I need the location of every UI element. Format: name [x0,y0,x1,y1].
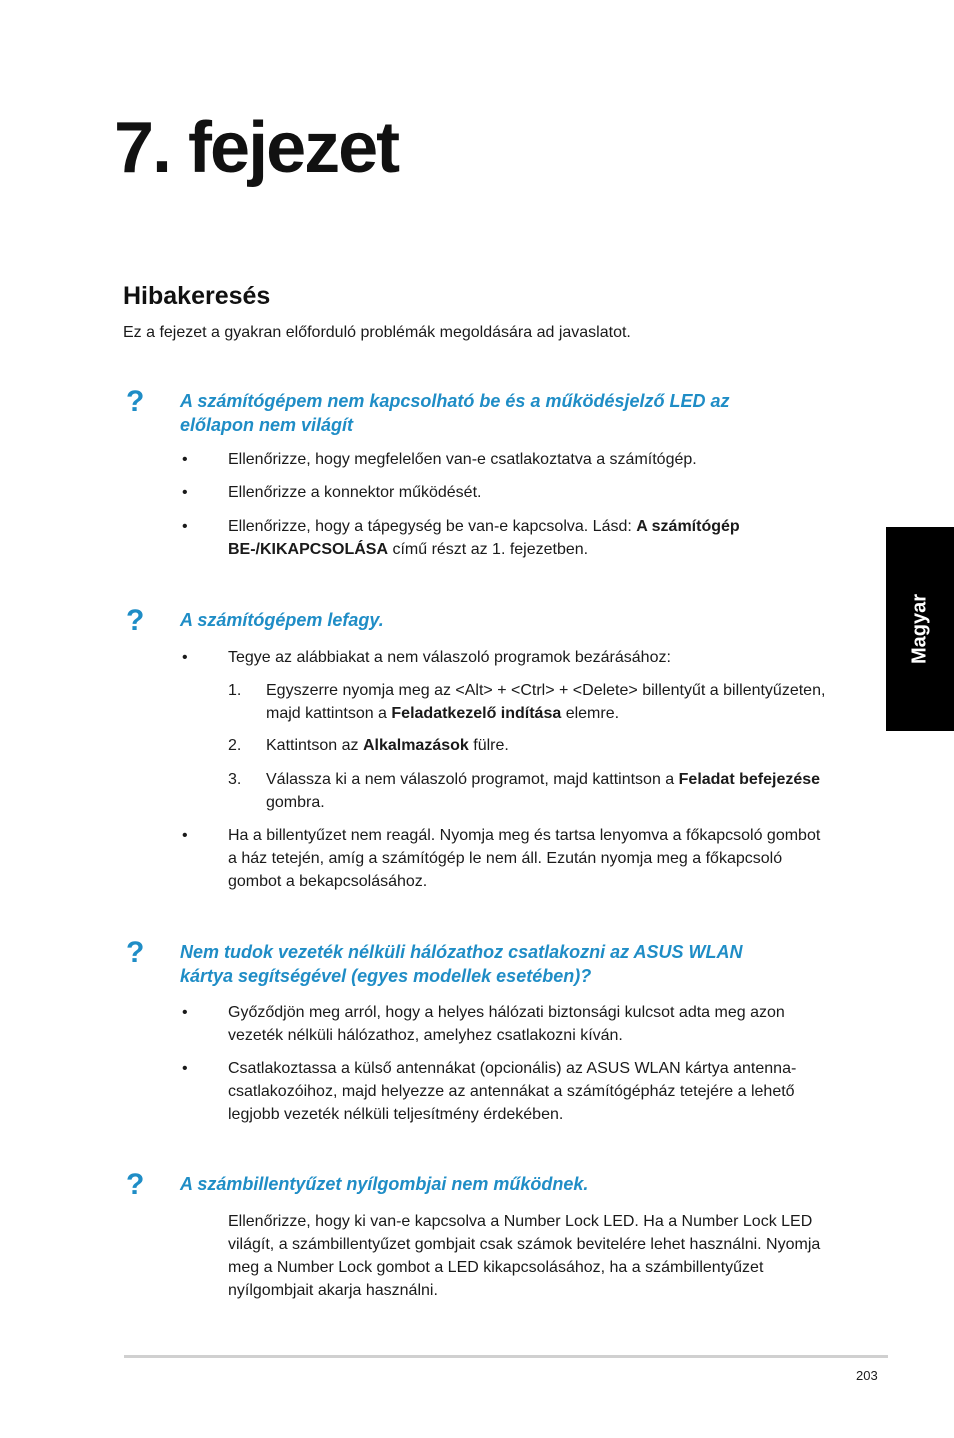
bullet-icon: • [182,1004,188,1021]
list-item [126,1057,826,1126]
list-item [126,448,826,471]
page-number: 203 [856,1368,878,1383]
faq-question-line: kártya segítségével (egyes modellek esetében)? [180,966,592,986]
answer-text: Ellenőrizze, hogy ki van-e kapcsolva a Number Lock LED. Ha a Number Lock LED világít, a számbillentyűzet gombjait csak számok bevitelére lehet használni. Nyomja meg a Number Lock gombot a LED kikapcsolásához, ha a számbillentyűzet nyílgombjait akarja használni. [228,1213,821,1299]
step-emphasis: Alkalmazások [362,737,469,754]
question-mark-icon: ? [126,385,145,418]
step-text: Válassza ki a nem válaszoló programot, majd kattintson a [266,771,679,788]
answer-text: Győződjön meg arról, hogy a helyes hálózati biztonsági kulcsot adta meg azon vezeték nélküli hálózathoz, amelyhez csatlakozni kíván. [228,1004,785,1044]
section-title: Hibakeresés [123,282,271,310]
language-tab-label: Magyar [908,593,931,665]
faq-question [180,940,826,988]
section-intro: Ez a fejezet a gyakran előforduló problémák megoldására ad javaslatot. [123,324,631,341]
faq-question-line: előlapon nem világít [180,415,354,435]
list-item [126,1001,826,1047]
answer-list [126,824,826,893]
faq-item-freeze [126,604,826,893]
answer-text: Csatlakoztassa a külső antennákat (opcionális) az ASUS WLAN kártya antenna-csatlakozóihoz, majd helyezze az antennákat a számítógépház tetejére a lehető legjobb vezeték nélküli teljesítmény érdekében. [228,1060,797,1123]
answer-text: Ha a billentyűzet nem reagál. Nyomja meg és tartsa lenyomva a főkapcsoló gombot a ház tetején, amíg a számítógép le nem áll. Ezután nyomja meg a főkapcsoló gombot a bekapcsolásához. [228,827,821,890]
step-text: fülre. [468,737,509,754]
step-item [126,768,826,814]
bullet-icon: • [182,827,188,844]
bullet-icon: • [182,1060,188,1077]
bullet-icon: • [182,649,188,666]
faq-question [180,389,826,437]
answer-text: Ellenőrizze a konnektor működését. [228,484,482,501]
footer-divider [124,1355,888,1358]
bullet-icon: • [182,484,188,501]
faq-question [180,608,826,632]
faq-item-numpad [126,1168,826,1302]
step-text: elemre. [561,705,620,722]
language-tab [886,527,954,731]
step-emphasis: Feladatkezelő indítása [391,705,562,722]
faq-item-wlan [126,936,826,1126]
list-item [126,824,826,893]
step-number: 2. [228,737,242,754]
reference-link-text: A számítógép BE-/KIKAPCSOLÁSA [228,518,740,558]
faq-question-line: A számbillentyűzet nyílgombjai nem működnek. [180,1174,589,1194]
step-item [126,734,826,757]
faq-question-line: A számítógépem nem kapcsolható be és a működésjelző LED az [180,391,730,411]
step-number: 1. [228,682,242,699]
step-text: Kattintson az [266,737,363,754]
answer-text: Tegye az alábbiakat a nem válaszoló programok bezárásához: [228,649,671,666]
chapter-title: 7. fejezet [114,108,399,188]
list-item [126,515,826,561]
answer-text: című részt az 1. fejezetben. [388,541,589,558]
list-item [126,646,826,669]
faq-item-power [126,385,826,561]
list-item [126,481,826,504]
faq-question [180,1172,826,1196]
bullet-icon: • [182,451,188,468]
question-mark-icon: ? [126,1168,145,1201]
step-text: gombra. [266,794,325,811]
question-mark-icon: ? [126,936,145,969]
answer-text: Ellenőrizze, hogy megfelelően van-e csatlakoztatva a számítógép. [228,451,697,468]
answer-text: Ellenőrizze, hogy a tápegység be van-e kapcsolva. Lásd: [228,518,637,535]
answer-list [126,1001,826,1126]
answer-list [126,646,826,669]
step-emphasis: Feladat befejezése [678,771,821,788]
step-text: Egyszerre nyomja meg az <Alt> + <Ctrl> + <Delete> billentyűt a billentyűzeten, majd kattintson a [266,682,826,722]
faq-question-line: A számítógépem lefagy. [180,610,384,630]
bullet-icon: • [182,518,188,535]
step-number: 3. [228,771,242,788]
steps-list [126,679,826,814]
faq-question-line: Nem tudok vezeték nélküli hálózathoz csatlakozni az ASUS WLAN [180,942,743,962]
question-mark-icon: ? [126,604,145,637]
answer-list [126,448,826,561]
step-item [126,679,826,725]
